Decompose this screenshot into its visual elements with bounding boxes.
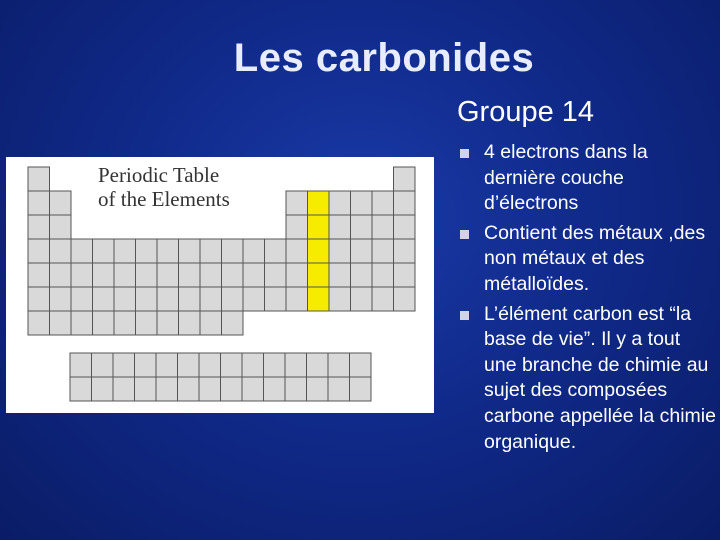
element-cell — [50, 311, 72, 335]
element-cell — [329, 287, 351, 311]
element-cell — [114, 263, 136, 287]
bullet-text: Contient des métaux ,des non métaux et des métalloïdes. — [484, 221, 706, 295]
element-cell — [157, 239, 179, 263]
element-cell-group-14 — [308, 215, 330, 239]
element-cell — [351, 215, 373, 239]
element-cell — [243, 263, 265, 287]
element-cell — [394, 167, 416, 191]
element-cell — [157, 287, 179, 311]
element-cell — [28, 263, 50, 287]
f-block-cell — [70, 353, 92, 377]
periodic-table-title-line2: of the Elements — [98, 187, 230, 211]
bullet-list — [460, 140, 718, 459]
f-block-cell — [178, 377, 200, 401]
f-block-cell — [307, 353, 329, 377]
element-cell — [243, 239, 265, 263]
element-cell — [394, 215, 416, 239]
element-cell — [200, 263, 222, 287]
slide-subtitle: Groupe 14 — [457, 96, 595, 128]
f-block-cell — [135, 377, 157, 401]
element-cell — [179, 287, 201, 311]
element-cell — [50, 191, 72, 215]
element-cell — [372, 239, 394, 263]
element-cell — [179, 311, 201, 335]
element-cell — [329, 191, 351, 215]
element-cell — [93, 239, 115, 263]
element-cell — [351, 287, 373, 311]
element-cell — [50, 215, 72, 239]
bullet-text: 4 electrons dans la dernière couche d’électrons — [484, 141, 648, 215]
slide-title: Les carbonides — [233, 36, 535, 80]
f-block-cell — [221, 353, 243, 377]
element-cell — [200, 311, 222, 335]
f-block-cell — [70, 377, 92, 401]
element-cell — [50, 239, 72, 263]
element-cell — [136, 263, 158, 287]
element-cell — [28, 167, 50, 191]
f-block-cell — [285, 353, 307, 377]
element-cell-group-14 — [308, 191, 330, 215]
element-cell — [394, 239, 416, 263]
element-cell — [114, 311, 136, 335]
f-block-cell — [328, 377, 350, 401]
square-bullet-icon — [460, 311, 469, 320]
element-cell — [372, 287, 394, 311]
f-block-cell — [92, 353, 114, 377]
element-cell — [200, 239, 222, 263]
element-cell — [329, 263, 351, 287]
f-block-cell — [350, 353, 372, 377]
bullet-text: L’élément carbon est “la base de vie”. Il y a tout une branche de chimie au sujet des composées carbone appellée la chimie organique. — [484, 302, 716, 453]
element-cell — [157, 311, 179, 335]
element-cell — [394, 287, 416, 311]
element-cell — [372, 263, 394, 287]
element-cell — [351, 191, 373, 215]
bullet-item — [460, 221, 718, 298]
element-cell — [372, 215, 394, 239]
element-cell-group-14 — [308, 239, 330, 263]
f-block-cell — [156, 377, 178, 401]
element-cell — [222, 263, 244, 287]
f-block-cell — [156, 353, 178, 377]
element-cell — [222, 287, 244, 311]
element-cell — [200, 287, 222, 311]
periodic-table-title-line1: Periodic Table — [98, 163, 220, 187]
f-block-cell — [199, 353, 221, 377]
f-block-cell — [242, 377, 264, 401]
f-block-cell — [307, 377, 329, 401]
element-cell — [136, 311, 158, 335]
element-cell — [28, 191, 50, 215]
element-cell — [265, 239, 287, 263]
f-block-cell — [199, 377, 221, 401]
element-cell — [136, 239, 158, 263]
f-block-cell — [113, 353, 135, 377]
element-cell — [394, 263, 416, 287]
element-cell — [265, 287, 287, 311]
element-cell — [114, 287, 136, 311]
square-bullet-icon — [460, 230, 469, 239]
element-cell — [286, 287, 308, 311]
f-block-cell — [113, 377, 135, 401]
element-cell — [93, 311, 115, 335]
element-cell — [93, 287, 115, 311]
element-cell — [114, 239, 136, 263]
element-cell — [179, 263, 201, 287]
element-cell — [243, 287, 265, 311]
element-cell — [71, 287, 93, 311]
element-cell — [222, 239, 244, 263]
element-cell — [71, 239, 93, 263]
element-cell — [71, 263, 93, 287]
element-cell — [286, 239, 308, 263]
element-cell — [286, 263, 308, 287]
f-block-cell — [264, 353, 286, 377]
f-block-cell — [92, 377, 114, 401]
element-cell — [28, 311, 50, 335]
element-cell — [351, 239, 373, 263]
element-cell — [28, 239, 50, 263]
element-cell — [394, 191, 416, 215]
element-cell — [222, 311, 244, 335]
element-cell — [265, 263, 287, 287]
periodic-table-title — [98, 163, 230, 211]
bullet-item — [460, 140, 718, 217]
f-block-cell — [264, 377, 286, 401]
f-block-cell — [221, 377, 243, 401]
element-cell — [179, 239, 201, 263]
f-block-cell — [350, 377, 372, 401]
element-cell — [50, 263, 72, 287]
f-block-cell — [328, 353, 350, 377]
f-block-cell — [178, 353, 200, 377]
element-cell — [372, 191, 394, 215]
element-cell — [286, 191, 308, 215]
element-cell — [71, 311, 93, 335]
element-cell — [136, 287, 158, 311]
element-cell — [157, 263, 179, 287]
f-block-cell — [135, 353, 157, 377]
element-cell — [28, 287, 50, 311]
element-cell — [50, 287, 72, 311]
bullet-item — [460, 302, 718, 456]
element-cell-group-14 — [308, 263, 330, 287]
f-block-cell — [242, 353, 264, 377]
element-cell — [329, 239, 351, 263]
element-cell-group-14 — [308, 287, 330, 311]
element-cell — [329, 215, 351, 239]
f-block-cell — [285, 377, 307, 401]
element-cell — [286, 215, 308, 239]
periodic-table-image — [6, 157, 434, 413]
element-cell — [351, 263, 373, 287]
element-cell — [28, 215, 50, 239]
element-cell — [93, 263, 115, 287]
square-bullet-icon — [460, 149, 469, 158]
